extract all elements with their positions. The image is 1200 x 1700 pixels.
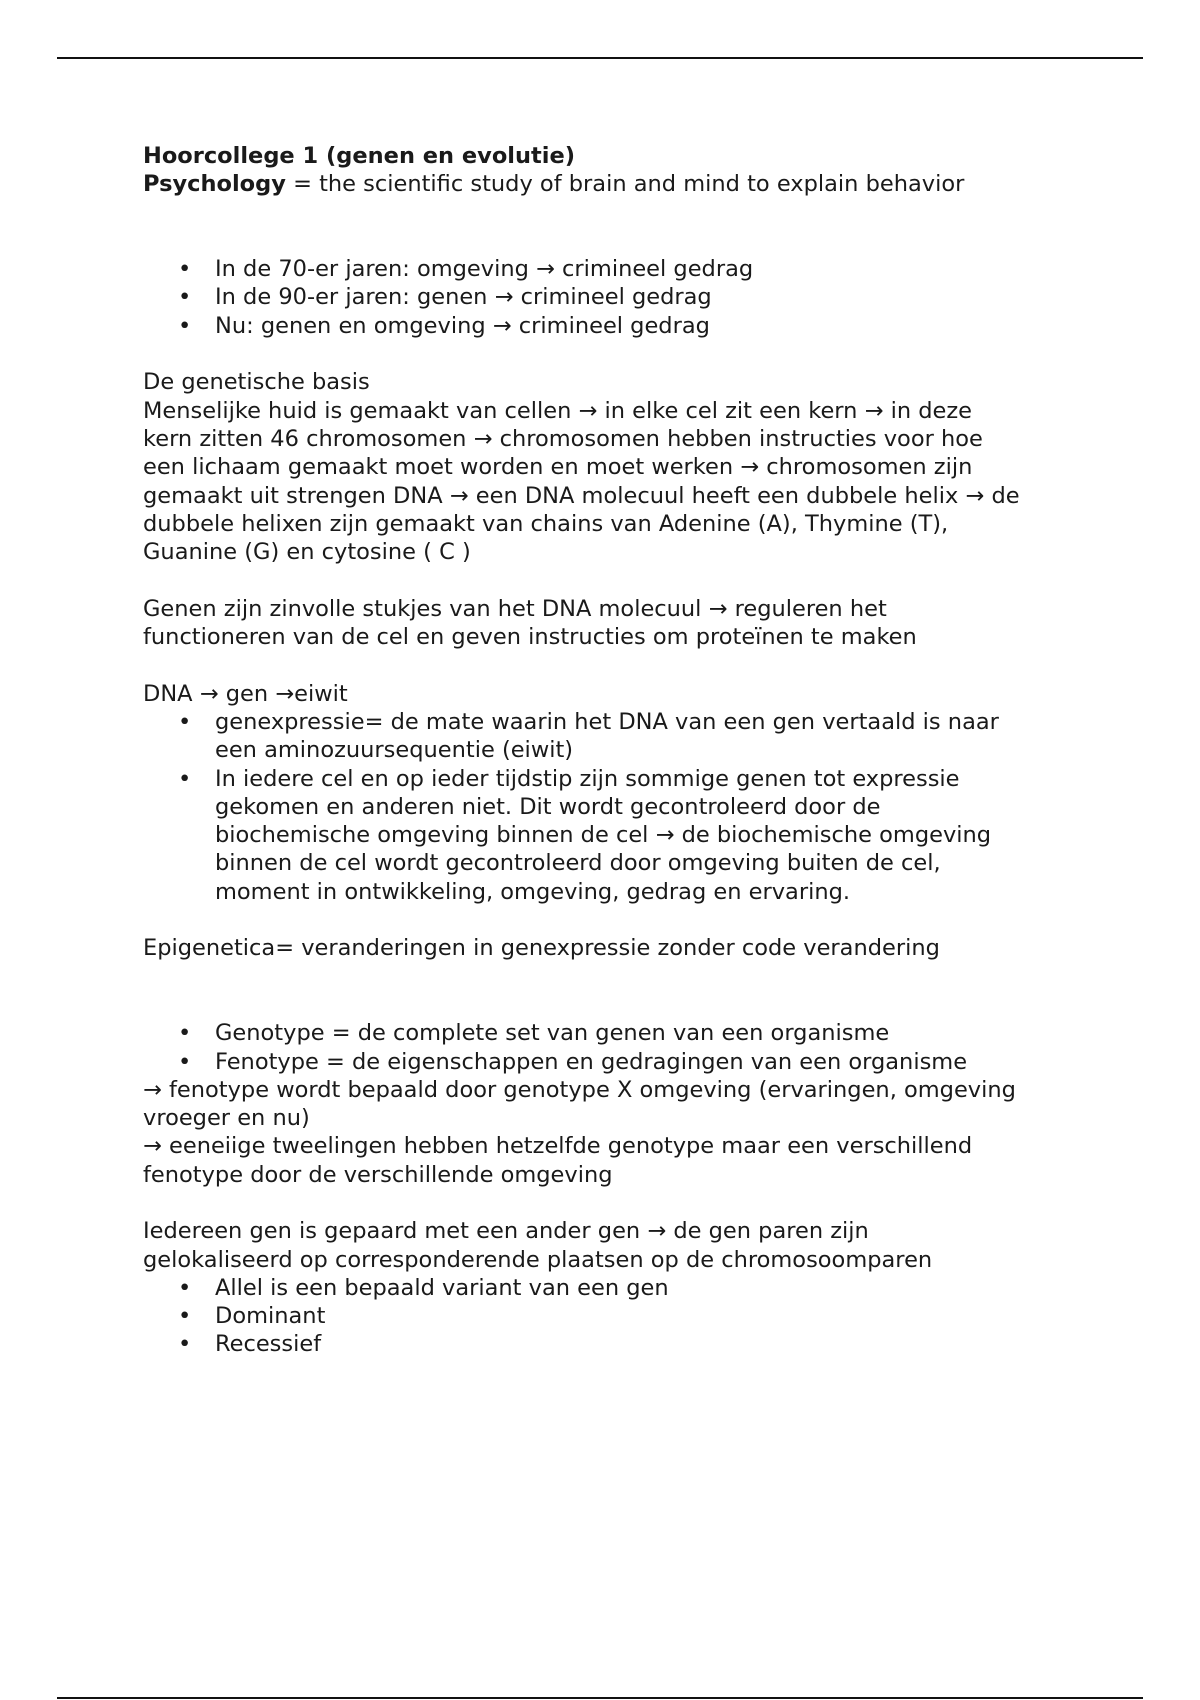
- allele-list: [143, 1274, 1103, 1359]
- list-item: • In de 70-er jaren: omgeving → crimineel gedrag: [143, 255, 1103, 283]
- list-item: [143, 708, 1103, 765]
- list-item: • Fenotype = de eigenschappen en gedragingen van een organisme: [143, 1048, 1103, 1076]
- list-item: • Nu: genen en omgeving → crimineel gedrag: [143, 312, 1103, 340]
- list-item: [143, 765, 1103, 906]
- dna-flow-list: [143, 708, 1103, 906]
- list-item-line: gekomen en anderen niet. Dit wordt gecontroleerd door de: [215, 793, 881, 820]
- list-item: • Allel is een bepaald variant van een gen: [143, 1274, 1103, 1302]
- paragraph-line: vroeger en nu): [143, 1105, 310, 1132]
- history-list: [143, 255, 1103, 340]
- gene-pairs-paragraph: [143, 1217, 1103, 1274]
- list-item: • In de 90-er jaren: genen → crimineel gedrag: [143, 283, 1103, 311]
- paragraph-line: functioneren van de cel en geven instructies om proteïnen te maken: [143, 624, 917, 651]
- genetic-basis-heading: De genetische basis: [143, 369, 370, 396]
- paragraph-line: gemaakt uit strengen DNA → een DNA molecuul heeft een dubbele helix → de: [143, 482, 1020, 509]
- paragraph-line: Guanine (G) en cytosine ( C ): [143, 539, 471, 566]
- top-rule: [57, 57, 1143, 59]
- epigenetics-definition: Epigenetica= veranderingen in genexpressie zonder code verandering: [143, 935, 940, 962]
- list-item-line: een aminozuursequentie (eiwit): [215, 737, 574, 764]
- page-title: Hoorcollege 1 (genen en evolutie): [143, 143, 576, 169]
- paragraph-line: → fenotype wordt bepaald door genotype X omgeving (ervaringen, omgeving: [143, 1076, 1016, 1103]
- list-item-line: biochemische omgeving binnen de cel → de biochemische omgeving: [215, 822, 992, 849]
- list-item: • Dominant: [143, 1302, 1103, 1330]
- paragraph-line: een lichaam gemaakt moet worden en moet werken → chromosomen zijn: [143, 454, 973, 481]
- list-item-line: • genexpressie= de mate waarin het DNA van een gen vertaald is naar: [215, 708, 999, 735]
- list-item: • Genotype = de complete set van genen van een organisme: [143, 1019, 1103, 1047]
- paragraph-line: dubbele helixen zijn gemaakt van chains van Adenine (A), Thymine (T),: [143, 510, 949, 537]
- types-list: [143, 1019, 1103, 1076]
- paragraph-line: Genen zijn zinvolle stukjes van het DNA molecuul → reguleren het: [143, 595, 887, 622]
- bottom-rule: [57, 1697, 1143, 1699]
- genes-paragraph: [143, 595, 1103, 652]
- genetic-basis-paragraph: [143, 397, 1103, 567]
- list-item: • Recessief: [143, 1330, 1103, 1358]
- definition-term: Psychology: [143, 171, 286, 198]
- definition-text: = the scientific study of brain and mind to explain behavior: [285, 171, 965, 198]
- psychology-definition: [143, 170, 1103, 198]
- document-body: [143, 142, 1103, 1359]
- paragraph-line: fenotype door de verschillende omgeving: [143, 1161, 613, 1188]
- paragraph-line: kern zitten 46 chromosomen → chromosomen hebben instructies voor hoe: [143, 425, 983, 452]
- phenotype-notes: [143, 1076, 1103, 1189]
- paragraph-line: Menselijke huid is gemaakt van cellen → in elke cel zit een kern → in deze: [143, 397, 973, 424]
- list-item-line: • In iedere cel en op ieder tijdstip zijn sommige genen tot expressie: [215, 765, 960, 792]
- paragraph-line: → eeneiige tweelingen hebben hetzelfde genotype maar een verschillend: [143, 1133, 973, 1160]
- list-item-line: moment in ontwikkeling, omgeving, gedrag en ervaring.: [215, 878, 851, 905]
- list-item-line: binnen de cel wordt gecontroleerd door omgeving buiten de cel,: [215, 850, 941, 877]
- paragraph-line: Iedereen gen is gepaard met een ander gen → de gen paren zijn: [143, 1218, 869, 1245]
- dna-flow-heading: DNA → gen →eiwit: [143, 680, 348, 707]
- paragraph-line: gelokaliseerd op corresponderende plaatsen op de chromosoomparen: [143, 1246, 933, 1273]
